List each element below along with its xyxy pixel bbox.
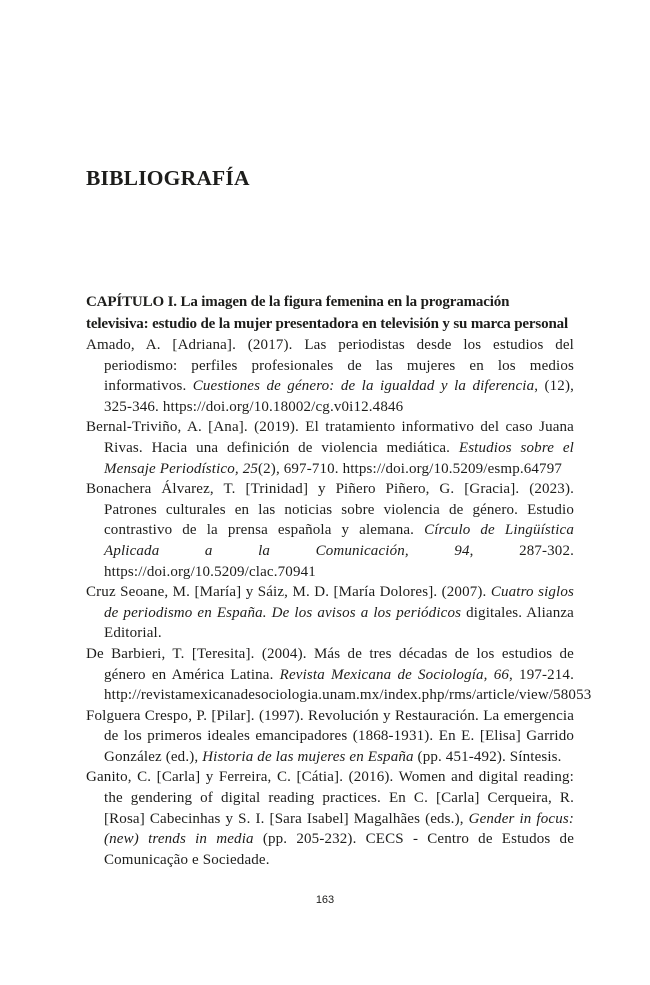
reference-entry: Folguera Crespo, P. [Pilar]. (1997). Revolución y Restauración. La emergencia de los primeros ideales emancipadores (1868-1931). En E. [Elisa] Garrido González (ed.), Historia de las mujeres en España (pp. 451-492). Síntesis. [86, 707, 574, 765]
reference-entry: De Barbieri, T. [Teresita]. (2004). Más de tres décadas de los estudios de género en América Latina. Revista Mexicana de Sociología, 66, 197-214. http://revistamexicanadesociologia.unam.mx/index.php/rms/article/view/58053 [86, 645, 592, 704]
page-number: 163 [315, 894, 335, 906]
page-heading: BIBLIOGRAFÍA [86, 166, 250, 190]
reference-entry: Bernal-Triviño, A. [Ana]. (2019). El tratamiento informativo del caso Juana Rivas. Hacia una definición de violencia mediática. Estudios sobre el Mensaje Periodístico, 25(2), 697-710. https://doi.org/10.5209/esmp.64797 [86, 419, 574, 477]
reference-entry: Bonachera Álvarez, T. [Trinidad] y Piñero Piñero, G. [Gracia]. (2023). Patrones culturales en las noticias sobre violencia de género. Estudio contrastivo de la prensa española y alemana. Círculo de Lingüística Aplicada a la Comunicación, 94, 287-302. https://doi.org/10.5209/clac.70941 [86, 481, 575, 580]
section-title: CAPÍTULO I. La imagen de la figura femenina en la programación televisiva: estudio de la mujer presentadora en televisión y su marca personal [86, 294, 569, 332]
reference-entry: Amado, A. [Adriana]. (2017). Las periodistas desde los estudios del periodismo: perfiles profesionales de las mujeres en los medios informativos. Cuestiones de género: de la igualdad y la diferencia, (12), 325-346. https://doi.org/10.18002/cg.v0i12.4846 [86, 337, 575, 415]
reference-entry: Ganito, C. [Carla] y Ferreira, C. [Cátia]. (2016). Women and digital reading: the gendering of digital reading practices. En C. [Carla] Cerqueira, R. [Rosa] Cabecinhas y S. I. [Sara Isabel] Magalhães (eds.), Gender in focus: (new) trends in media (pp. 205-232). CECS - Centro de Estudos de Comunicação e Sociedade. [86, 769, 575, 868]
reference-entry: Cruz Seoane, M. [María] y Sáiz, M. D. [María Dolores]. (2007). Cuatro siglos de periodismo en España. De los avisos a los periódicos digitales. Alianza Editorial. [86, 584, 574, 642]
reference-list [86, 335, 592, 870]
